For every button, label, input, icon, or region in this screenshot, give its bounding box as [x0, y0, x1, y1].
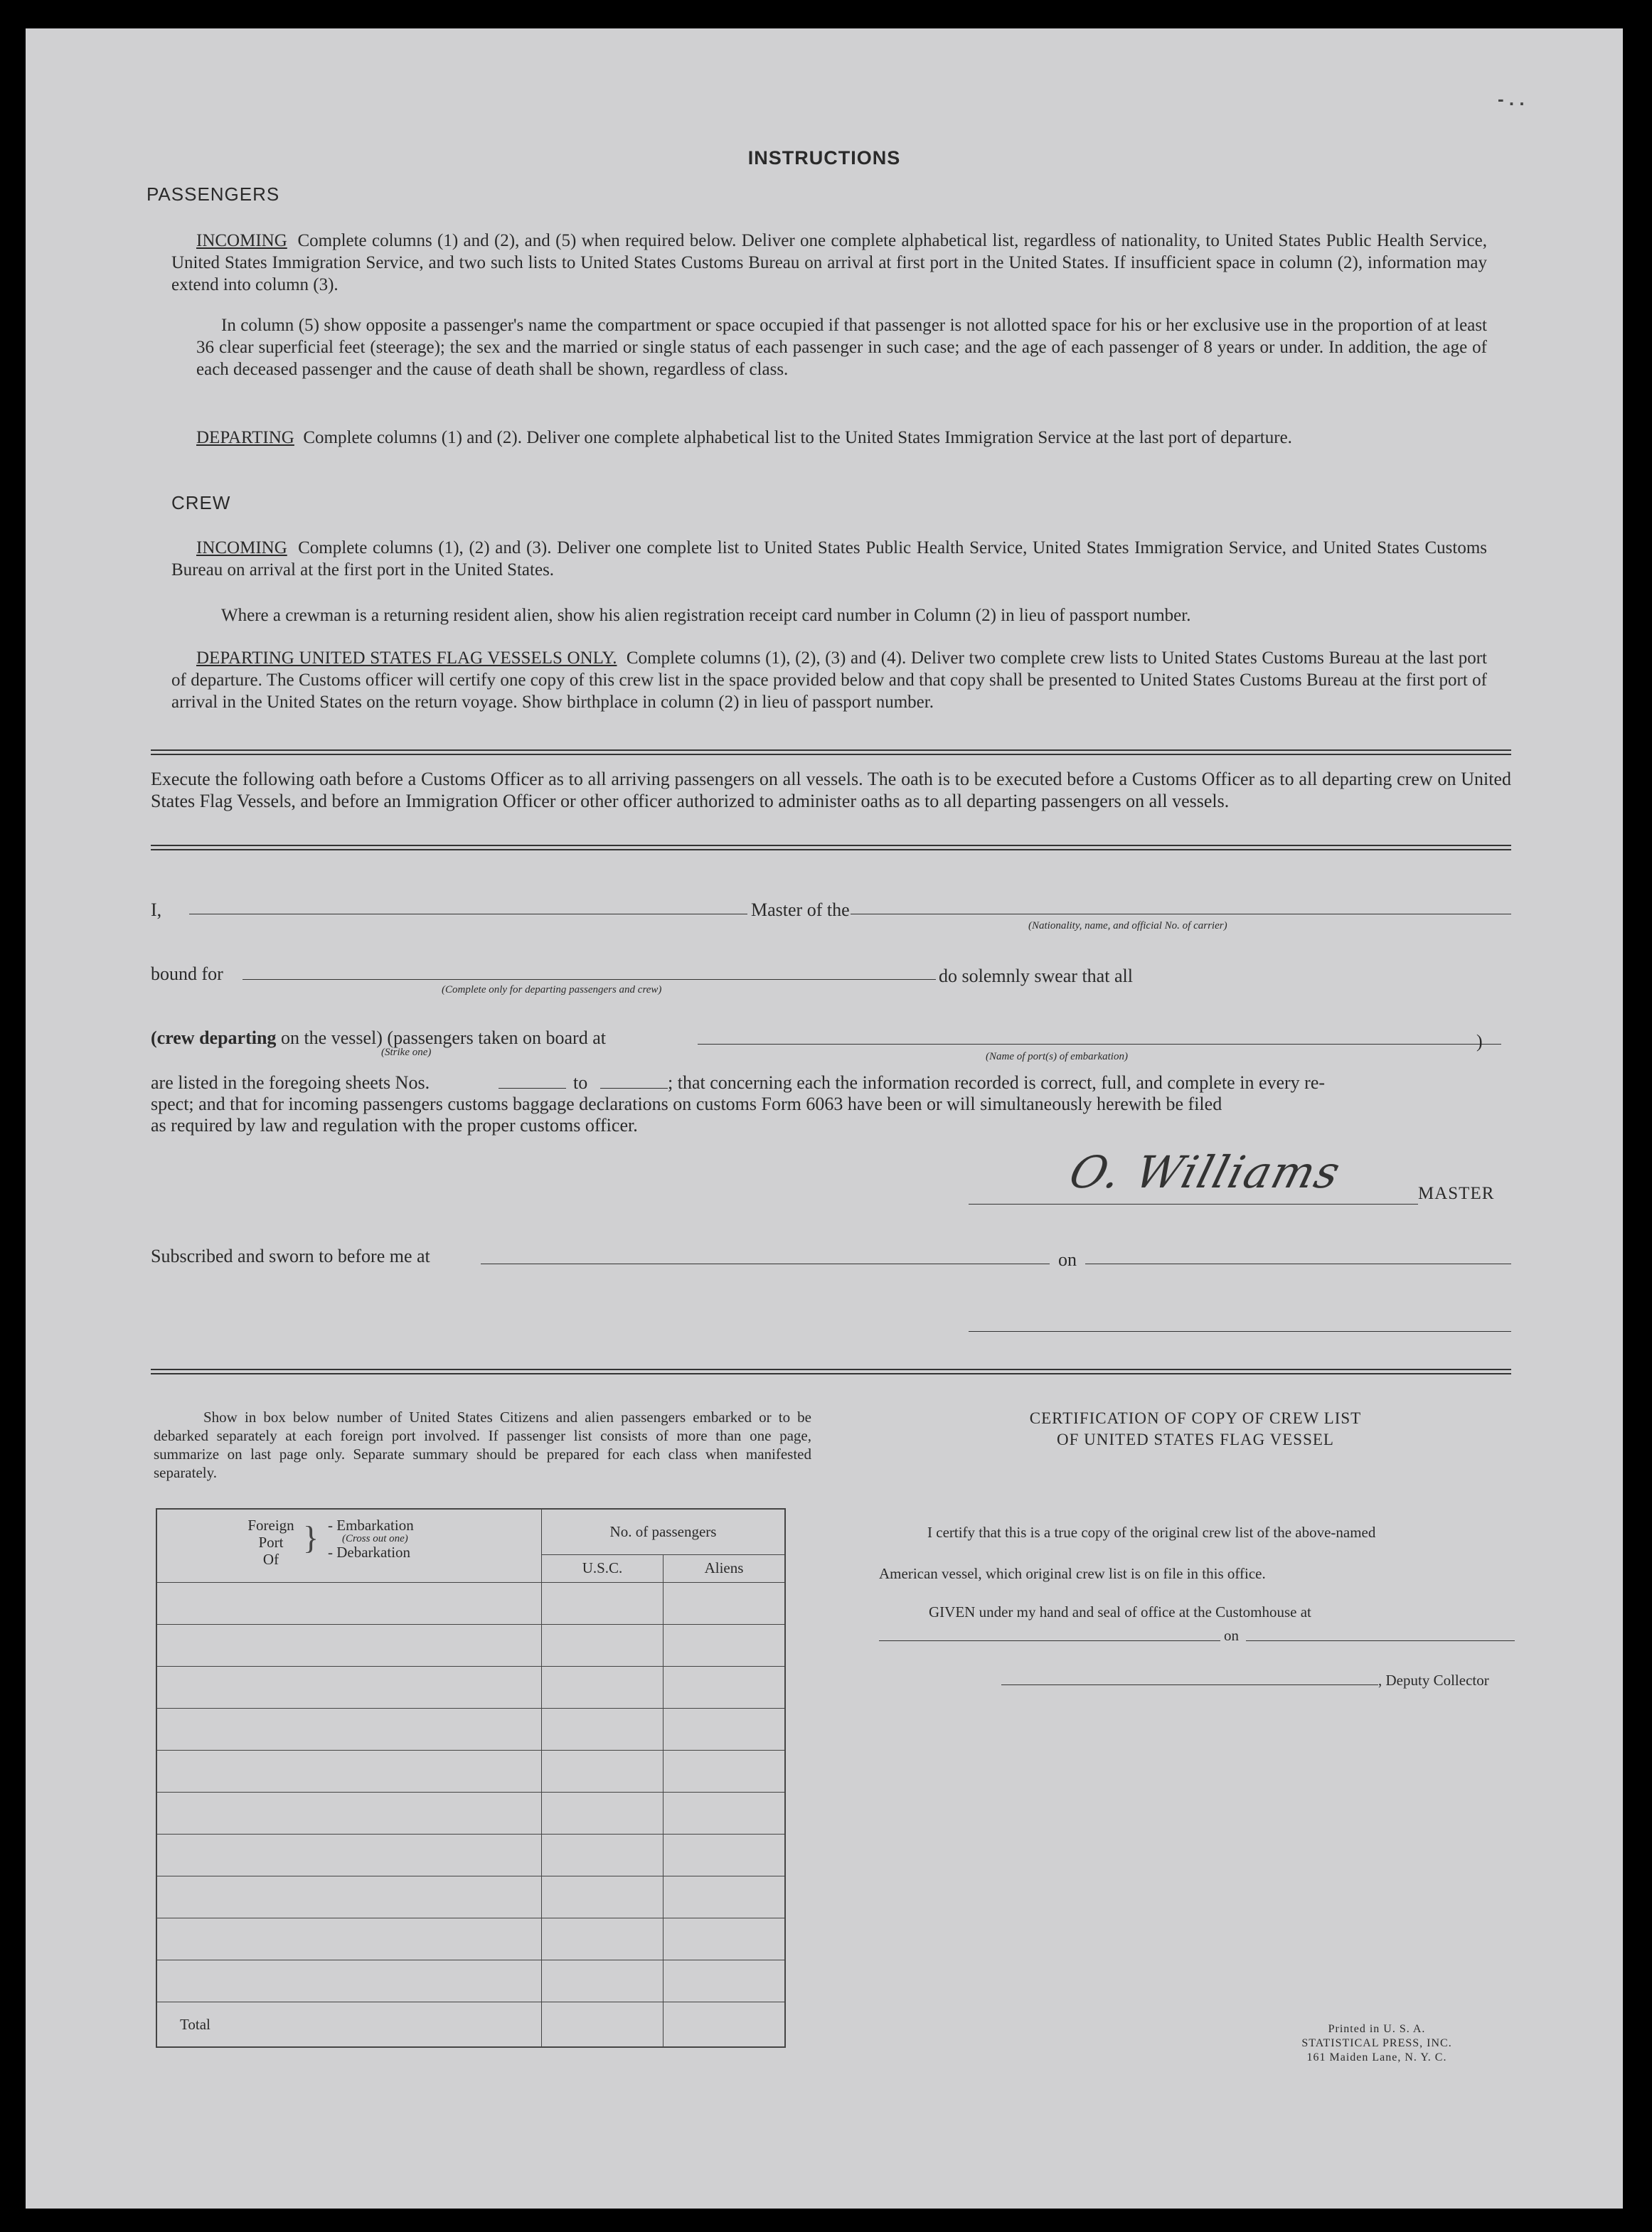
solemnly-swear-label: do solemnly swear that all [939, 966, 1133, 986]
crew-heading: CREW [171, 492, 231, 513]
crew-incoming-text: Complete columns (1), (2) and (3). Deliver one complete list to United States Public Health Service, United States Immigration Service, and United States Customs Bureau on arrival at the first port in the United States. [171, 538, 1488, 580]
usc-cell[interactable] [542, 1583, 664, 1625]
aliens-cell[interactable] [664, 1793, 786, 1835]
bound-for-caption: (Complete only for departing passengers and crew) [442, 984, 662, 995]
document-page [26, 28, 1623, 2209]
aliens-cell[interactable] [664, 1709, 786, 1751]
passengers-taken-text: (passengers taken on board at [387, 1027, 606, 1048]
passengers-departing-paragraph [171, 427, 1487, 449]
certification-on-label: on [1224, 1627, 1239, 1644]
passengers-incoming-text: Complete columns (1) and (2), and (5) when required below. Deliver one complete alphabetical list, regardless of nationality, to United States Public Health Service, United States Immigration Service, and two such lists to United States Customs Bureau on arrival at first port in the United States. If insufficient space in column (2), information may extend into column (3). [171, 231, 1488, 294]
oath-instructions: Execute the following oath before a Customs Officer as to all arriving passengers on all vessels. The oath is to be executed before a Customs Officer as to all departing crew on United States Flag Vessels, and before an Immigration Officer or other officer authorized to administer oaths as to all departing passengers on all vessels. [151, 769, 1511, 811]
on-the-vessel-text: on the vessel) [280, 1027, 383, 1048]
usc-cell[interactable] [542, 1918, 664, 1960]
passengers-departing-label: DEPARTING [196, 428, 294, 447]
certify-line-a: I certify that this is a true copy of the original crew list of the above-named [927, 1524, 1376, 1541]
carrier-caption: (Nationality, name, and official No. of carrier) [1028, 920, 1227, 931]
divider-rule [151, 749, 1511, 751]
brace-glyph: } [303, 1520, 319, 1556]
printer-line2: STATISTICAL PRESS, INC. [1301, 2037, 1452, 2049]
printer-imprint [1235, 2022, 1519, 2065]
port-cell[interactable] [156, 1625, 542, 1667]
cross-out-label: (Cross out one) [342, 1533, 408, 1544]
table-row [156, 1835, 785, 1876]
bound-for-label: bound for [151, 963, 223, 984]
table-row [156, 1667, 785, 1709]
usc-cell[interactable] [542, 1667, 664, 1709]
port-cell[interactable] [156, 1583, 542, 1625]
divider-rule [151, 1369, 1511, 1370]
divider-rule [151, 1373, 1511, 1374]
printer-line3: 161 Maiden Lane, N. Y. C. [1306, 2051, 1447, 2063]
port-cell[interactable] [156, 1751, 542, 1793]
sheets-nos-label: are listed in the foregoing sheets Nos. [151, 1072, 430, 1093]
subscribed-label: Subscribed and sworn to before me at [151, 1246, 430, 1266]
deputy-collector-signature-field[interactable] [1001, 1684, 1378, 1685]
passengers-column5-paragraph: In column (5) show opposite a passenger's name the compartment or space occupied if that passenger is not allotted space for his or her exclusive use in the proportion of at least 36 clear superficial feet (steerage); the sex and the married or single status of each passenger in such case; and the age of each passenger of 8 years or under. In addition, the age of each deceased passenger and the cause of death shall be shown, regardless of class. [196, 316, 1487, 379]
embarkation-label: - Embarkation [328, 1517, 414, 1534]
table-row [156, 1751, 785, 1793]
port-cell[interactable] [156, 1709, 542, 1751]
port-cell[interactable] [156, 1876, 542, 1918]
total-label: Total [156, 2002, 542, 2048]
crew-departing-paragraph [171, 647, 1487, 713]
port-cell[interactable] [156, 1835, 542, 1876]
crew-incoming-paragraph [171, 537, 1487, 581]
usc-cell[interactable] [542, 1625, 664, 1667]
sheet-from-field[interactable] [499, 1088, 566, 1089]
printer-line1: Printed in U. S. A. [1328, 2023, 1426, 2035]
certify-line-b: American vessel, which original crew list is on file in this office. [879, 1565, 1266, 1582]
sheet-to-field[interactable] [600, 1088, 668, 1089]
master-of-the-label: Master of the [751, 899, 850, 920]
sheets-statement-a: ; that concerning each the information recorded is correct, full, and complete in every re- [668, 1072, 1326, 1093]
aliens-total-cell[interactable] [664, 2002, 786, 2048]
master-label: MASTER [1418, 1184, 1495, 1203]
embarkation-port-field[interactable] [698, 1044, 1501, 1045]
crew-departing-text: (crew departing [151, 1027, 277, 1048]
crew-passengers-line [151, 1027, 606, 1049]
table-row [156, 1709, 785, 1751]
deputy-collector-label: , Deputy Collector [1378, 1672, 1489, 1689]
subscribed-on-label: on [1058, 1249, 1077, 1270]
table-row [156, 1960, 785, 2002]
port-cell[interactable] [156, 1960, 542, 2002]
aliens-cell[interactable] [664, 1876, 786, 1918]
summary-table [156, 1508, 786, 2048]
passengers-heading: PASSENGERS [146, 183, 280, 205]
officer-signature-field[interactable] [969, 1331, 1511, 1332]
bound-for-field[interactable] [243, 979, 936, 980]
divider-rule [151, 754, 1511, 755]
summary-table-wrapper [156, 1508, 786, 2048]
usc-cell[interactable] [542, 1876, 664, 1918]
table-row [156, 1876, 785, 1918]
aliens-cell[interactable] [664, 1667, 786, 1709]
sheets-statement-c: as required by law and regulation with the proper customs officer. [151, 1115, 638, 1136]
port-header-cell [156, 1509, 542, 1583]
aliens-cell[interactable] [664, 1751, 786, 1793]
table-row [156, 1583, 785, 1625]
aliens-cell[interactable] [664, 1625, 786, 1667]
certification-place-field[interactable] [879, 1640, 1220, 1641]
no-of-passengers-header: No. of passengers [542, 1509, 786, 1554]
table-row [156, 1918, 785, 1960]
sheets-to-label: to [573, 1072, 588, 1093]
port-label: Port [258, 1534, 284, 1551]
usc-cell[interactable] [542, 1793, 664, 1835]
crew-departing-label: DEPARTING UNITED STATES FLAG VESSELS ONLY. [196, 648, 617, 668]
crew-departing-text: Complete columns (1), (2), (3) and (4). Deliver two complete crew lists to United States Customs Bureau at the last port of departure. The Customs officer will certify one copy of this crew list in the space provided below and that copy shall be presented to United States Customs Bureau at the first port of arrival in the United States on the return voyage. Show birthplace in column (2) in lieu of passport number. [171, 648, 1487, 712]
aliens-cell[interactable] [664, 1960, 786, 2002]
passengers-incoming-label: INCOMING [196, 231, 287, 250]
usc-cell[interactable] [542, 1751, 664, 1793]
certification-date-field[interactable] [1246, 1640, 1515, 1641]
divider-rule [151, 845, 1511, 846]
given-line: GIVEN under my hand and seal of office at the Customhouse at [929, 1603, 1311, 1620]
usc-cell[interactable] [542, 1709, 664, 1751]
instructions-title: INSTRUCTIONS [747, 147, 901, 169]
sheets-statement-b: spect; and that for incoming passengers customs baggage declarations on customs Form 6063 have been or will simultaneously herewith be filed [151, 1094, 1222, 1114]
stray-marks: - . . [1498, 88, 1525, 110]
aliens-header: Aliens [664, 1554, 786, 1582]
table-row [156, 1625, 785, 1667]
foreign-label: Foreign [247, 1517, 294, 1534]
certification-title [883, 1408, 1508, 1451]
divider-rule [151, 849, 1511, 850]
crew-incoming-label: INCOMING [196, 538, 287, 557]
usc-cell[interactable] [542, 1835, 664, 1876]
usc-cell[interactable] [542, 1960, 664, 2002]
port-cell[interactable] [156, 1667, 542, 1709]
table-row [156, 1793, 785, 1835]
port-cell[interactable] [156, 1918, 542, 1960]
crew-resident-paragraph: Where a crewman is a returning resident alien, show his alien registration receipt card number in Column (2) in lieu of passport number. [221, 606, 1191, 625]
usc-header: U.S.C. [542, 1554, 664, 1582]
of-label: Of [262, 1551, 279, 1568]
total-row [156, 2002, 785, 2048]
certification-title-line1: CERTIFICATION OF COPY OF CREW LIST [1029, 1409, 1362, 1427]
certification-title-line2: OF UNITED STATES FLAG VESSEL [1057, 1431, 1334, 1448]
passengers-departing-text: Complete columns (1) and (2). Deliver one complete alphabetical list to the United States Immigration Service at the last port of departure. [303, 428, 1292, 447]
debarkation-label: - Debarkation [328, 1544, 411, 1561]
aliens-cell[interactable] [664, 1918, 786, 1960]
port-cell[interactable] [156, 1793, 542, 1835]
oath-i-label: I, [151, 899, 162, 920]
port-caption: (Name of port(s) of embarkation) [986, 1051, 1128, 1062]
summary-note: Show in box below number of United States Citizens and alien passengers embarked or to be debarked separately at each foreign port involved. If passenger list consists of more than one page, summarize on last page only. Separate summary should be prepared for each class when manifested separately. [154, 1409, 811, 1481]
strike-one-caption: (Strike one) [381, 1047, 432, 1058]
passengers-incoming-paragraph [171, 230, 1487, 296]
close-paren: ) [1476, 1031, 1483, 1052]
master-signature: O. Williams [1064, 1146, 1347, 1198]
aliens-cell[interactable] [664, 1583, 786, 1625]
signature-line [969, 1204, 1418, 1205]
usc-total-cell[interactable] [542, 2002, 664, 2048]
aliens-cell[interactable] [664, 1835, 786, 1876]
